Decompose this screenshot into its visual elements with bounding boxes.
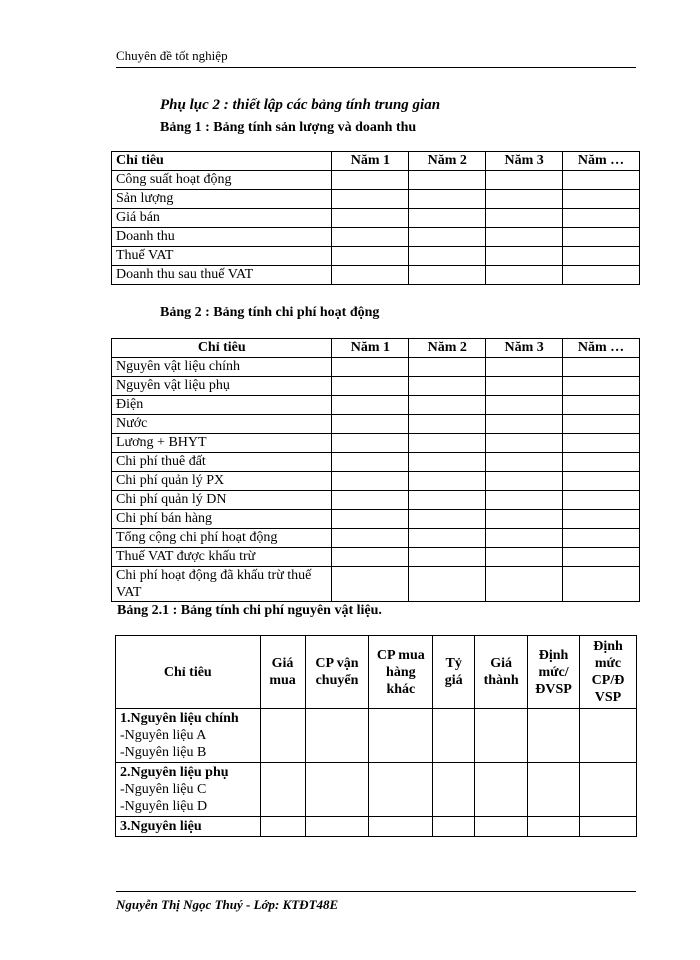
table-row [112, 548, 640, 567]
empty-cell [563, 171, 640, 190]
empty-cell [486, 377, 563, 396]
empty-cell [332, 358, 409, 377]
empty-cell [332, 434, 409, 453]
empty-cell [486, 548, 563, 567]
table-row [112, 209, 640, 228]
empty-cell [332, 396, 409, 415]
empty-cell [486, 472, 563, 491]
empty-cell [563, 209, 640, 228]
running-header: Chuyên đề tốt nghiệp [116, 48, 228, 63]
row-label: Công suất hoạt động [112, 171, 332, 190]
row-label: Doanh thu [112, 228, 332, 247]
row-label: Chi phí thuê đất [112, 453, 332, 472]
empty-cell [409, 491, 486, 510]
table1-title: Bảng 1 : Bảng tính sản lượng và doanh thu [160, 120, 417, 135]
empty-cell [475, 763, 528, 817]
empty-cell [409, 228, 486, 247]
empty-cell [563, 228, 640, 247]
empty-cell [332, 209, 409, 228]
empty-cell [486, 434, 563, 453]
group-cell [116, 709, 261, 763]
table-row [112, 415, 640, 434]
empty-cell [486, 453, 563, 472]
table-row [112, 377, 640, 396]
table-row [112, 396, 640, 415]
column-header-year: Năm 3 [486, 339, 563, 358]
material-cost-table [115, 635, 637, 837]
empty-cell [409, 472, 486, 491]
table-row [112, 247, 640, 266]
empty-cell [369, 817, 433, 837]
empty-cell [409, 377, 486, 396]
row-label: Tổng cộng chi phí hoạt động [112, 529, 332, 548]
operating-cost-table [111, 338, 640, 602]
column-header-year: Năm 1 [332, 152, 409, 171]
empty-cell [409, 434, 486, 453]
table-row [112, 453, 640, 472]
empty-cell [409, 266, 486, 285]
empty-cell [528, 763, 580, 817]
footer-rule [116, 891, 636, 892]
row-label: Thuế VAT [112, 247, 332, 266]
table2-title: Bảng 2 : Bảng tính chi phí hoạt động [160, 305, 380, 320]
empty-cell [260, 817, 305, 837]
table-row [112, 358, 640, 377]
empty-cell [409, 358, 486, 377]
empty-cell [475, 817, 528, 837]
empty-cell [563, 396, 640, 415]
row-label: Nguyên vật liệu phụ [112, 377, 332, 396]
material-item: -Nguyên liệu C [120, 782, 207, 797]
empty-cell [563, 358, 640, 377]
empty-cell [409, 247, 486, 266]
empty-cell [332, 190, 409, 209]
table-row [116, 817, 637, 837]
empty-cell [409, 209, 486, 228]
row-label: Doanh thu sau thuế VAT [112, 266, 332, 285]
column-header-year: Năm … [563, 152, 640, 171]
empty-cell [332, 529, 409, 548]
empty-cell [433, 817, 475, 837]
empty-cell [260, 709, 305, 763]
row-label: Nguyên vật liệu chính [112, 358, 332, 377]
empty-cell [563, 247, 640, 266]
empty-cell [332, 228, 409, 247]
table-row [112, 190, 640, 209]
empty-cell [409, 529, 486, 548]
empty-cell [305, 817, 369, 837]
empty-cell [369, 709, 433, 763]
empty-cell [580, 763, 637, 817]
empty-cell [563, 434, 640, 453]
column-header-year: Năm 1 [332, 339, 409, 358]
column-header: Giá mua [260, 636, 305, 709]
table3-title: Bảng 2.1 : Bảng tính chi phí nguyên vật liệu. [117, 603, 382, 618]
empty-cell [332, 377, 409, 396]
column-header-indicator: Chỉ tiêu [112, 339, 332, 358]
empty-cell [332, 453, 409, 472]
empty-cell [475, 709, 528, 763]
running-footer: Nguyễn Thị Ngọc Thuý - Lớp: KTĐT48E [116, 897, 339, 912]
group-cell [116, 817, 261, 837]
empty-cell [528, 709, 580, 763]
empty-cell [486, 209, 563, 228]
table-row [112, 434, 640, 453]
empty-cell [486, 491, 563, 510]
column-header-indicator: Chỉ tiêu [112, 152, 332, 171]
table-row [112, 472, 640, 491]
empty-cell [563, 472, 640, 491]
empty-cell [563, 266, 640, 285]
group-label: 1.Nguyên liệu chính [120, 711, 239, 726]
revenue-table [111, 151, 640, 285]
column-header-year: Năm 2 [409, 339, 486, 358]
appendix-title: Phụ lục 2 : thiết lập các bảng tính trung gian [160, 97, 441, 113]
table-row [112, 510, 640, 529]
row-label: Chi phí quản lý DN [112, 491, 332, 510]
empty-cell [486, 266, 563, 285]
empty-cell [409, 415, 486, 434]
empty-cell [332, 548, 409, 567]
table-row [112, 266, 640, 285]
empty-cell [332, 510, 409, 529]
empty-cell [332, 567, 409, 602]
empty-cell [332, 171, 409, 190]
empty-cell [332, 247, 409, 266]
row-label: Điện [112, 396, 332, 415]
row-label: Giá bán [112, 209, 332, 228]
empty-cell [486, 358, 563, 377]
table-row [116, 709, 637, 763]
material-item: -Nguyên liệu A [120, 728, 207, 743]
row-label: Chi phí hoạt động đã khấu trừ thuế VAT [112, 567, 332, 602]
table-row [112, 228, 640, 247]
empty-cell [563, 548, 640, 567]
empty-cell [563, 510, 640, 529]
column-header: CP vận chuyển [305, 636, 369, 709]
table-row [112, 529, 640, 548]
table-row [112, 491, 640, 510]
empty-cell [409, 548, 486, 567]
table-row [116, 763, 637, 817]
table-header-row [112, 339, 640, 358]
empty-cell [305, 763, 369, 817]
column-header-year: Năm 3 [486, 152, 563, 171]
empty-cell [409, 453, 486, 472]
header-rule [116, 67, 636, 68]
material-item: -Nguyên liệu D [120, 799, 208, 814]
empty-cell [332, 491, 409, 510]
empty-cell [486, 247, 563, 266]
row-label: Sản lượng [112, 190, 332, 209]
empty-cell [305, 709, 369, 763]
row-label: Nước [112, 415, 332, 434]
empty-cell [563, 415, 640, 434]
column-header: CP mua hàng khác [369, 636, 433, 709]
empty-cell [409, 510, 486, 529]
table-header-row [116, 636, 637, 709]
empty-cell [528, 817, 580, 837]
column-header: Giá thành [475, 636, 528, 709]
empty-cell [563, 453, 640, 472]
empty-cell [486, 415, 563, 434]
empty-cell [486, 228, 563, 247]
empty-cell [486, 190, 563, 209]
empty-cell [409, 190, 486, 209]
empty-cell [486, 529, 563, 548]
row-label: Chi phí bán hàng [112, 510, 332, 529]
empty-cell [486, 510, 563, 529]
table-row [112, 171, 640, 190]
column-header-year: Năm … [563, 339, 640, 358]
empty-cell [486, 396, 563, 415]
row-label: Chi phí quản lý PX [112, 472, 332, 491]
column-header: Chỉ tiêu [116, 636, 261, 709]
empty-cell [332, 472, 409, 491]
empty-cell [332, 415, 409, 434]
empty-cell [433, 763, 475, 817]
empty-cell [580, 709, 637, 763]
column-header: Tỷ giá [433, 636, 475, 709]
row-label: Thuế VAT được khấu trừ [112, 548, 332, 567]
empty-cell [486, 171, 563, 190]
empty-cell [332, 266, 409, 285]
group-label: 2.Nguyên liệu phụ [120, 765, 229, 780]
table-row [112, 567, 640, 602]
empty-cell [433, 709, 475, 763]
empty-cell [409, 396, 486, 415]
group-cell [116, 763, 261, 817]
column-header-year: Năm 2 [409, 152, 486, 171]
table-header-row [112, 152, 640, 171]
empty-cell [563, 377, 640, 396]
empty-cell [563, 567, 640, 602]
empty-cell [563, 491, 640, 510]
column-header: Định mức CP/Đ VSP [580, 636, 637, 709]
column-header: Định mức/ ĐVSP [528, 636, 580, 709]
empty-cell [369, 763, 433, 817]
empty-cell [563, 190, 640, 209]
material-item: -Nguyên liệu B [120, 745, 207, 760]
empty-cell [260, 763, 305, 817]
row-label: Lương + BHYT [112, 434, 332, 453]
empty-cell [580, 817, 637, 837]
empty-cell [563, 529, 640, 548]
group-label: 3.Nguyên liệu [120, 819, 202, 834]
empty-cell [486, 567, 563, 602]
empty-cell [409, 171, 486, 190]
empty-cell [409, 567, 486, 602]
